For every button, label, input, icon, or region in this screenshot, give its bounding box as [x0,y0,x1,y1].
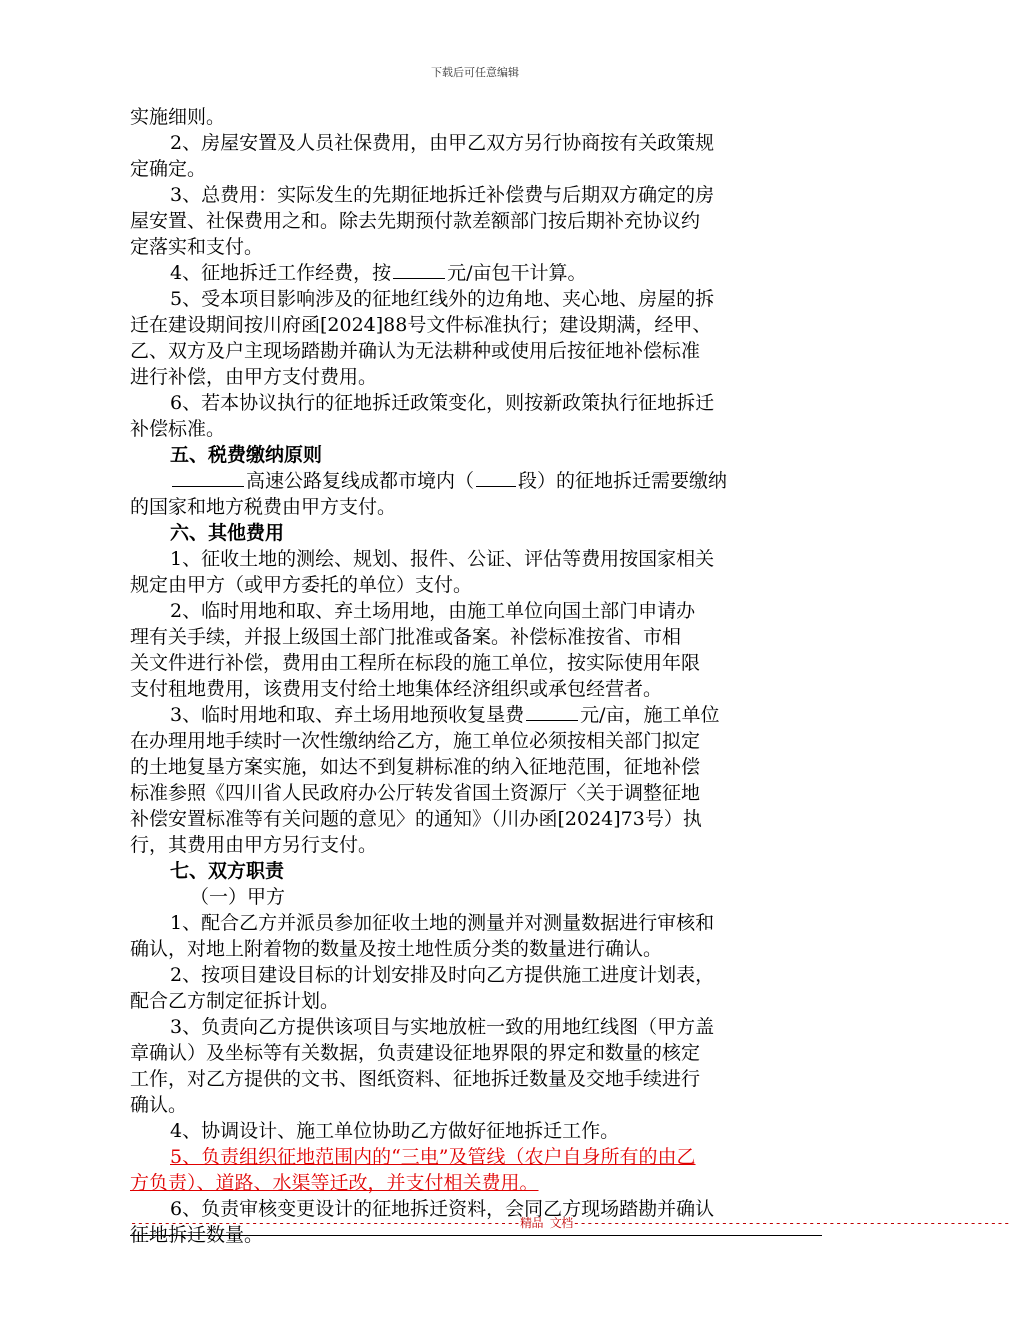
paragraph-line [130,702,822,728]
fill-in-blank [172,468,244,487]
footer-rule [130,1235,822,1236]
paragraph-line: 的国家和地方税费由甲方支付。 [130,496,397,518]
paragraph-line: 的土地复垦方案实施，如达不到复耕标准的纳入征地范围，征地补偿 [130,756,701,778]
paragraph-line: 2、临时用地和取、弃土场用地，由施工单位向国土部门申请办 [170,600,696,622]
footer-dashes-right: ----------------------------------------------------------------- [572,1216,1010,1230]
highlighted-line [130,1144,822,1170]
paragraph-line [130,468,822,494]
paragraph-line: 2、房屋安置及人员社保费用，由甲乙双方另行协商按有关政策规 [170,132,715,154]
section-heading: 六、其他费用 [170,522,285,544]
paragraph-line: 1、征收土地的测绘、规划、报件、公证、评估等费用按国家相关 [170,548,715,570]
subsection-heading: （一）甲方 [190,886,286,908]
paragraph-line [130,260,822,286]
line-text: 段）的征地拆迁需要缴纳 [518,470,728,492]
paragraph-line: 支付租地费用，该费用支付给土地集体经济组织或承包经营者。 [130,678,663,700]
section-heading: 七、双方职责 [170,860,285,882]
document-body [130,104,822,1248]
paragraph-line: 3、负责向乙方提供该项目与实地放桩一致的用地红线图（甲方盖 [170,1016,715,1038]
paragraph-line: 规定由甲方（或甲方委托的单位）支付。 [130,574,473,596]
paragraph-line: 6、若本协议执行的征地拆迁政策变化，则按新政策执行征地拆迁 [170,392,715,414]
paragraph-line: 理有关手续，并报上级国土部门批准或备案。补偿标准按省、市相 [130,626,682,648]
paragraph-line: 定落实和支付。 [130,236,264,258]
paragraph-line: 确认，对地上附着物的数量及按土地性质分类的数量进行确认。 [130,938,663,960]
line-text: 元/亩包干计算。 [447,262,587,284]
paragraph-line: 1、配合乙方并派员参加征收土地的测量并对测量数据进行审核和 [170,912,715,934]
paragraph-line: 章确认）及坐标等有关数据，负责建设征地界限的界定和数量的核定 [130,1042,701,1064]
paragraph-line: 关文件进行补偿，费用由工程所在标段的施工单位，按实际使用年限 [130,652,701,674]
fill-in-blank [526,702,578,721]
paragraph-line: 行，其费用由甲方另行支付。 [130,834,378,856]
footer-banner [130,1214,1010,1231]
line-text: 4、征地拆迁工作经费，按 [170,262,392,284]
paragraph-line: 定确定。 [130,158,207,180]
header-note: 下载后可任意编辑 [431,66,519,79]
paragraph-line: 工作，对乙方提供的文书、图纸资料、征地拆迁数量及交地手续进行 [130,1068,701,1090]
paragraph-line: 实施细则。 [130,106,226,128]
footer-label: 精品 文档 [520,1216,573,1230]
paragraph-line: 4、协调设计、施工单位协助乙方做好征地拆迁工作。 [170,1120,620,1142]
paragraph-line: 迁在建设期间按川府函[2024]88号文件标准执行；建设期满，经甲、 [130,314,712,336]
line-text: 元/亩，施工单位 [580,704,720,726]
paragraph-line: 进行补偿，由甲方支付费用。 [130,366,378,388]
footer-dashes-left: ---------------------------------------------------------- [130,1216,521,1230]
line-text: 高速公路复线成都市境内（ [246,470,475,492]
paragraph-line: 标准参照《四川省人民政府办公厅转发省国土资源厅〈关于调整征地 [130,782,701,804]
paragraph-line: 配合乙方制定征拆计划。 [130,990,340,1012]
paragraph-line: 3、总费用：实际发生的先期征地拆迁补偿费与后期双方确定的房 [170,184,715,206]
paragraph-line: 补偿安置标准等有关问题的意见〉的通知》（川办函[2024]73号）执 [130,808,702,830]
highlighted-text: 方负责）、道路、水渠等迁改，并支付相关费用。 [130,1172,539,1194]
paragraph-line: 补偿标准。 [130,418,226,440]
paragraph-line: 征地拆迁数量。 [130,1224,264,1246]
paragraph-line: 在办理用地手续时一次性缴纳给乙方，施工单位必须按相关部门拟定 [130,730,701,752]
section-heading: 五、税费缴纳原则 [170,444,323,466]
paragraph-line: 5、受本项目影响涉及的征地红线外的边角地、夹心地、房屋的拆 [170,288,715,310]
paragraph-line: 确认。 [130,1094,188,1116]
paragraph-line: 乙、双方及户主现场踏勘并确认为无法耕种或使用后按征地补偿标准 [130,340,701,362]
page-footer [130,1214,1010,1236]
fill-in-blank [476,468,516,487]
highlighted-line [130,1170,822,1196]
line-text: 3、临时用地和取、弃土场用地预收复垦费 [170,704,525,726]
paragraph-line: 6、负责审核变更设计的征地拆迁资料，会同乙方现场踏勘并确认 [170,1198,715,1220]
highlighted-text: 5、负责组织征地范围内的“三电”及管线（农户自身所有的由乙 [170,1146,696,1168]
fill-in-blank [393,260,445,279]
paragraph-line: 屋安置、社保费用之和。除去先期预付款差额部门按后期补充协议约 [130,210,701,232]
paragraph-line: 2、按项目建设目标的计划安排及时向乙方提供施工进度计划表， [170,964,715,986]
